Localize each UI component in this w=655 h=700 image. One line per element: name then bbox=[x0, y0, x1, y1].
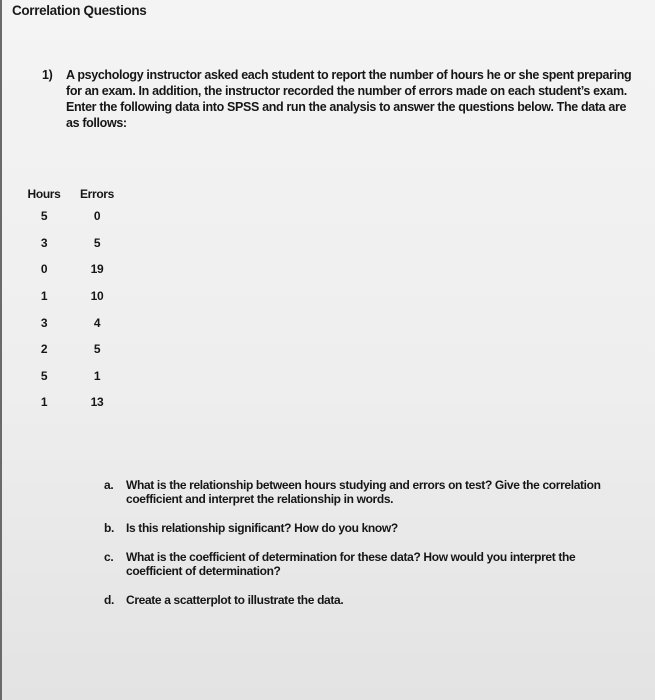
hours-cell: 3 bbox=[40, 315, 48, 330]
subquestion-text: Is this relationship significant? How do you know? bbox=[126, 521, 398, 535]
table-row bbox=[22, 336, 128, 363]
subquestion-text: What is the coefficient of determination for these data? How would you interpret the coefficient of determination? bbox=[126, 550, 576, 578]
errors-cell: 10 bbox=[90, 289, 104, 304]
table-row bbox=[22, 283, 128, 310]
subquestion-marker: c. bbox=[104, 550, 114, 564]
subquestion-marker: d. bbox=[104, 593, 114, 607]
header-hours: Hours bbox=[27, 187, 61, 201]
errors-cell: 13 bbox=[90, 395, 104, 410]
table-header-row bbox=[22, 185, 128, 203]
hours-cell: 5 bbox=[40, 209, 48, 224]
errors-cell: 0 bbox=[93, 209, 101, 224]
subquestion-list bbox=[104, 478, 634, 622]
hours-cell: 2 bbox=[40, 342, 48, 357]
subquestion-text: What is the relationship between hours studying and errors on test? Give the correlation coefficient and interpret the relationship in words. bbox=[126, 478, 601, 506]
subquestion-text: Create a scatterplot to illustrate the data. bbox=[126, 593, 344, 607]
header-errors: Errors bbox=[80, 187, 114, 201]
table-row bbox=[22, 256, 128, 283]
hours-cell: 1 bbox=[40, 289, 48, 304]
errors-cell: 5 bbox=[93, 235, 101, 250]
hours-cell: 0 bbox=[40, 262, 48, 277]
table-row bbox=[22, 203, 128, 230]
table-row bbox=[22, 389, 128, 416]
document-title: Correlation Questions bbox=[12, 3, 147, 18]
errors-cell: 19 bbox=[90, 262, 104, 277]
question-text: A psychology instructor asked each student to report the number of hours he or she spent preparing for an exam. In addition, the instructor recorded the number of errors made on each student’s exam. Enter the following data into SPSS and run the analysis to answer the questions below. The data are as follows: bbox=[66, 68, 632, 130]
subquestion-c bbox=[104, 550, 634, 578]
question-intro bbox=[42, 67, 642, 131]
hours-cell: 5 bbox=[40, 368, 48, 383]
subquestion-a bbox=[104, 478, 634, 506]
hours-cell: 3 bbox=[40, 235, 48, 250]
errors-cell: 4 bbox=[93, 315, 101, 330]
errors-cell: 1 bbox=[93, 368, 101, 383]
data-table bbox=[22, 185, 128, 416]
hours-cell: 1 bbox=[40, 395, 48, 410]
table-row bbox=[22, 363, 128, 390]
table-row bbox=[22, 230, 128, 257]
subquestion-d bbox=[104, 593, 634, 607]
subquestion-b bbox=[104, 521, 634, 535]
errors-cell: 5 bbox=[93, 342, 101, 357]
subquestion-marker: a. bbox=[104, 478, 114, 492]
subquestion-marker: b. bbox=[104, 521, 114, 535]
question-number: 1) bbox=[42, 68, 53, 82]
table-row bbox=[22, 309, 128, 336]
page-left-border bbox=[0, 0, 2, 700]
